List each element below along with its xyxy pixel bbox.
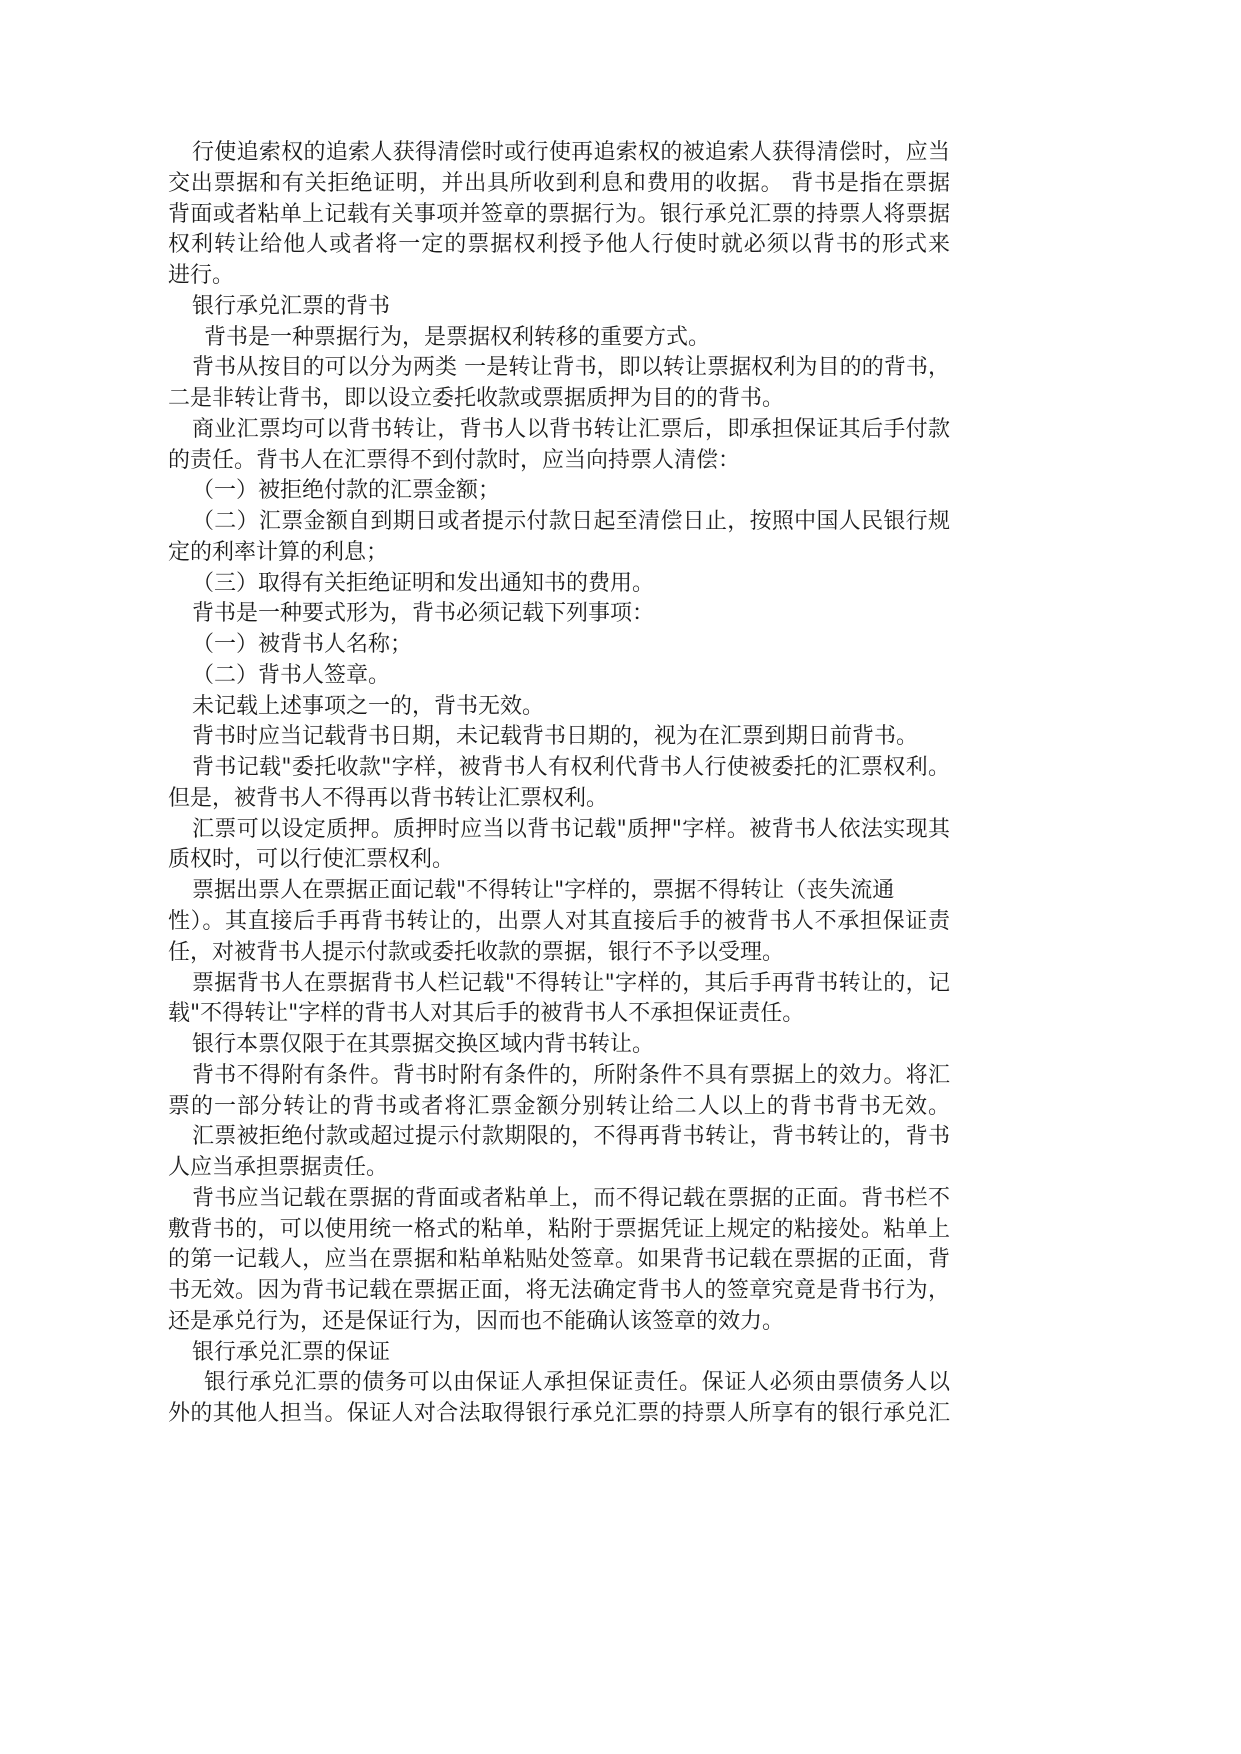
section-heading: 银行承兑汇票的保证 xyxy=(192,1339,391,1365)
text-line: 背书是一种要式形为，背书必须记载下列事项： xyxy=(192,601,655,627)
text-line: （一）被背书人名称； xyxy=(192,632,413,658)
text-line: 人应当承担票据责任。 xyxy=(168,1155,389,1181)
text-line: 定的利率计算的利息； xyxy=(168,539,389,565)
section-heading: 银行承兑汇票的背书 xyxy=(192,293,391,319)
text-line: 商业汇票均可以背书转让，背书人以背书转让汇票后，即承担保证其后手付款 xyxy=(192,416,950,442)
text-line: 敷背书的，可以使用统一格式的粘单，粘附于票据凭证上规定的粘接处。粘单上 xyxy=(168,1216,950,1242)
text-line: （二）背书人签章。 xyxy=(192,662,391,688)
text-line: 背书应当记载在票据的背面或者粘单上，而不得记载在票据的正面。背书栏不 xyxy=(192,1185,950,1211)
text-line: （一）被拒绝付款的汇票金额； xyxy=(192,478,501,504)
text-line: 的第一记载人，应当在票据和粘单粘贴处签章。如果背书记载在票据的正面，背 xyxy=(168,1247,950,1273)
text-line: 银行本票仅限于在其票据交换区域内背书转让。 xyxy=(192,1032,655,1058)
text-line: 银行承兑汇票的债务可以由保证人承担保证责任。保证人必须由票债务人以 xyxy=(204,1370,950,1396)
text-line: 汇票被拒绝付款或超过提示付款期限的，不得再背书转让，背书转让的，背书 xyxy=(192,1124,950,1150)
text-line: 汇票可以设定质押。质押时应当以背书记载"质押"字样。被背书人依法实现其 xyxy=(192,816,950,842)
text-line: 票据背书人在票据背书人栏记载"不得转让"字样的，其后手再背书转让的，记 xyxy=(192,970,950,996)
text-line: 背书时应当记载背书日期，未记载背书日期的，视为在汇票到期日前背书。 xyxy=(192,724,919,750)
text-line: 背书是一种票据行为，是票据权利转移的重要方式。 xyxy=(204,324,711,350)
text-line: 外的其他人担当。保证人对合法取得银行承兑汇票的持票人所享有的银行承兑汇 xyxy=(168,1401,950,1427)
text-line: （二）汇票金额自到期日或者提示付款日起至清偿日止，按照中国人民银行规 xyxy=(192,509,950,535)
text-line: 任，对被背书人提示付款或委托收款的票据，银行不予以受理。 xyxy=(168,939,785,965)
text-line: 票的一部分转让的背书或者将汇票金额分别转让给二人以上的背书背书无效。 xyxy=(168,1093,950,1119)
text-line: 权利转让给他人或者将一定的票据权利授予他人行使时就必须以背书的形式来 xyxy=(168,232,950,258)
text-line: 进行。 xyxy=(168,263,235,289)
text-line: 的责任。背书人在汇票得不到付款时，应当向持票人清偿： xyxy=(168,447,741,473)
text-line: （三）取得有关拒绝证明和发出通知书的费用。 xyxy=(192,570,655,596)
text-line: 未记载上述事项之一的，背书无效。 xyxy=(192,693,545,719)
text-line: 性）。其直接后手再背书转让的，出票人对其直接后手的被背书人不承担保证责 xyxy=(168,909,950,934)
text-line: 质权时，可以行使汇票权利。 xyxy=(168,847,455,873)
text-line: 背书不得附有条件。背书时附有条件的，所附条件不具有票据上的效力。将汇 xyxy=(192,1062,950,1088)
text-line: 背书记载"委托收款"字样，被背书人有权利代背书人行使被委托的汇票权利。 xyxy=(192,755,950,781)
text-line: 载"不得转让"字样的背书人对其后手的被背书人不承担保证责任。 xyxy=(168,1001,805,1027)
text-line: 但是，被背书人不得再以背书转让汇票权利。 xyxy=(168,785,609,811)
text-line: 交出票据和有关拒绝证明，并出具所收到利息和费用的收据。 背书是指在票据 xyxy=(168,170,950,196)
text-line: 背书从按目的可以分为两类 一是转让背书，即以转让票据权利为目的的背书， xyxy=(192,355,950,381)
text-line: 书无效。因为背书记载在票据正面，将无法确定背书人的签章究竟是背书行为， xyxy=(168,1278,950,1304)
text-line: 二是非转让背书，即以设立委托收款或票据质押为目的的背书。 xyxy=(168,386,785,412)
text-line: 背面或者粘单上记载有关事项并签章的票据行为。银行承兑汇票的持票人将票据 xyxy=(168,201,950,227)
text-line: 还是承兑行为，还是保证行为，因而也不能确认该签章的效力。 xyxy=(168,1308,785,1334)
text-line: 票据出票人在票据正面记载"不得转让"字样的，票据不得转让（丧失流通 xyxy=(192,878,895,904)
text-line: 行使追索权的追索人获得清偿时或行使再追索权的被追索人获得清偿时，应当 xyxy=(192,140,950,165)
